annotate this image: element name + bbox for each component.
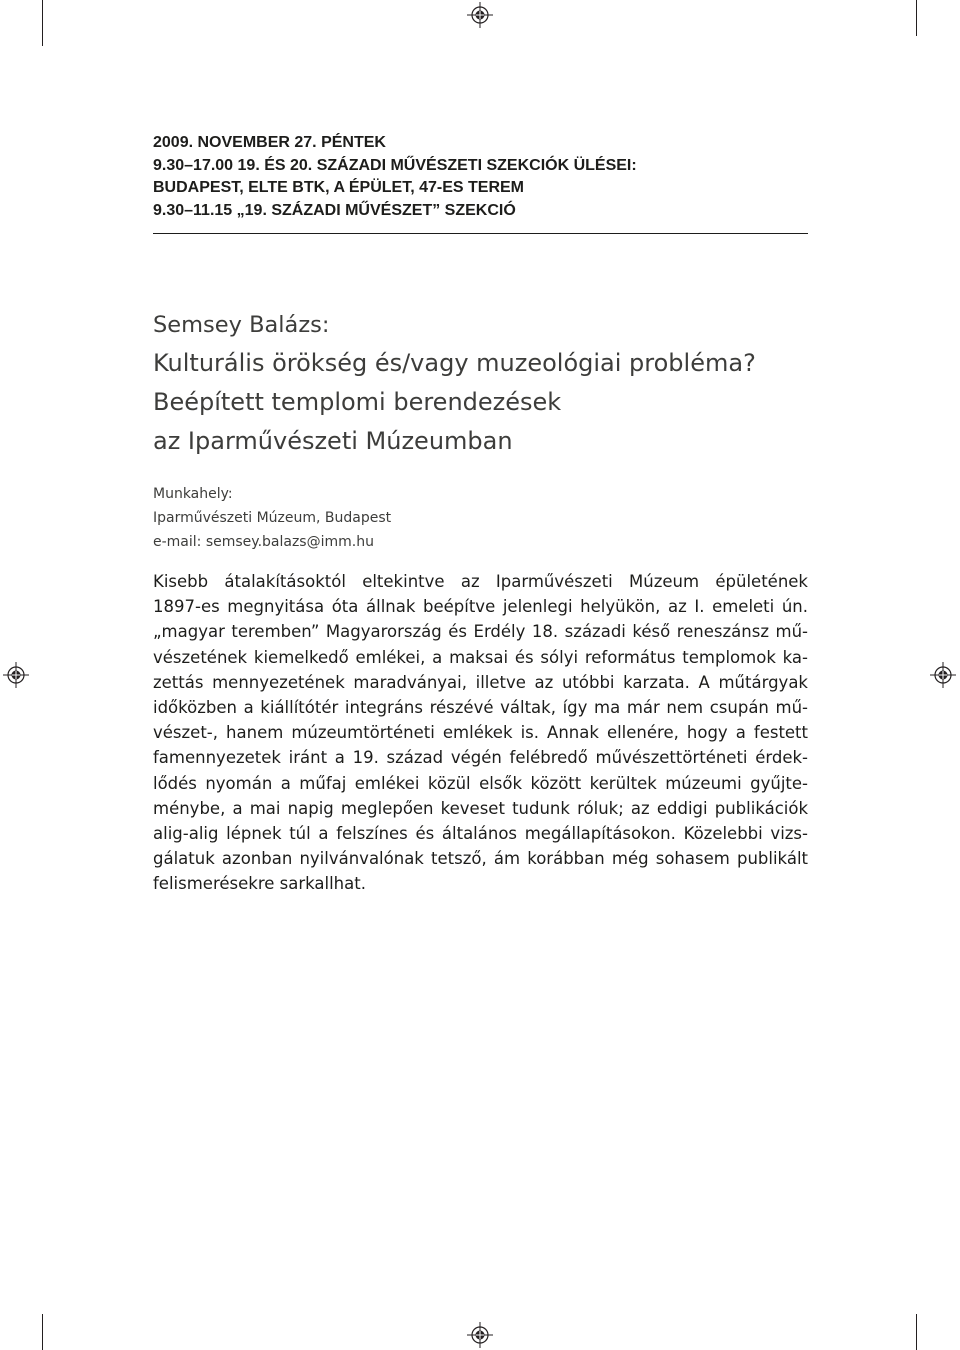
abstract-line: 1897-es megnyitása óta állnak beépítve jelenlegi helyükön, az I. emeleti ún. [153, 597, 808, 617]
abstract-line: zettás mennyezetének maradványai, illetve az utóbbi karzata. A műtárgyak [153, 672, 808, 692]
session-header [153, 132, 808, 222]
crop-mark-top-right [916, 0, 917, 36]
crop-mark-bottom-left [42, 1314, 43, 1350]
registration-target-icon [467, 1322, 493, 1348]
abstract-body [153, 569, 808, 897]
crop-mark-bottom-right [916, 1314, 917, 1350]
abstract-line: alig-alig lépnek túl a felszínes és általános megállapításokon. Közelebbi vizs- [153, 824, 808, 844]
registration-target-icon [930, 662, 956, 688]
title-line: az Iparművészeti Múzeumban [153, 427, 513, 455]
abstract-line: famennyezetek iránt a 19. század végén felébredő művészettörténeti érdek- [153, 748, 808, 768]
abstract-line: lődés nyomán a műfaj emlékei közül elsők között kerültek múzeumi gyűjte- [153, 773, 808, 793]
author-affiliation [153, 482, 391, 554]
abstract-line: vészet-, hanem múzeumtörténeti emlékek is. Annak ellenére, hogy a festett [153, 723, 808, 743]
title-line: Beépített templomi berendezések [153, 388, 562, 416]
session-date: 2009. NOVEMBER 27. PÉNTEK [153, 134, 386, 151]
header-divider [153, 233, 808, 234]
affiliation-institution: Iparművészeti Múzeum, Budapest [153, 510, 392, 526]
crop-mark-top-left [42, 0, 43, 46]
abstract-line: időközben a kiállítótér integráns részévé váltak, így ma már nem csupán mű- [153, 698, 808, 718]
abstract-line: Kisebb átalakításoktól eltekintve az Iparművészeti Múzeum épületének [153, 572, 808, 591]
registration-target-icon [467, 2, 493, 28]
affiliation-label: Munkahely: [153, 486, 233, 502]
paper-title [153, 344, 813, 461]
abstract-line: gálatuk azonban nyilvánvalónak tetsző, ám korábban még sohasem publikált [153, 849, 808, 869]
registration-target-icon [3, 662, 29, 688]
session-location: BUDAPEST, ELTE BTK, A ÉPÜLET, 47-ES TEREM [153, 179, 525, 196]
session-time-range: 9.30–17.00 19. ÉS 20. SZÁZADI MŰVÉSZETI SZEKCIÓK ÜLÉSEI: [153, 156, 637, 174]
abstract-line: felismerésekre sarkallhat. [153, 874, 366, 894]
author-name: Semsey Balázs: [153, 312, 330, 338]
abstract-line: vészetének kiemelkedő emlékei, a maksai és sólyi református templomok ka- [153, 647, 808, 667]
session-section: 9.30–11.15 „19. SZÁZADI MŰVÉSZET” SZEKCIÓ [153, 201, 516, 219]
abstract-line: ménybe, a mai napig meglepően keveset tudunk róluk; az eddigi publikációk [153, 798, 808, 818]
title-line: Kulturális örökség és/vagy muzeológiai probléma? [153, 349, 756, 377]
author-email: e-mail: semsey.balazs@imm.hu [153, 534, 374, 550]
abstract-line: „magyar teremben” Magyarország és Erdély 18. századi késő reneszánsz mű- [153, 622, 808, 642]
